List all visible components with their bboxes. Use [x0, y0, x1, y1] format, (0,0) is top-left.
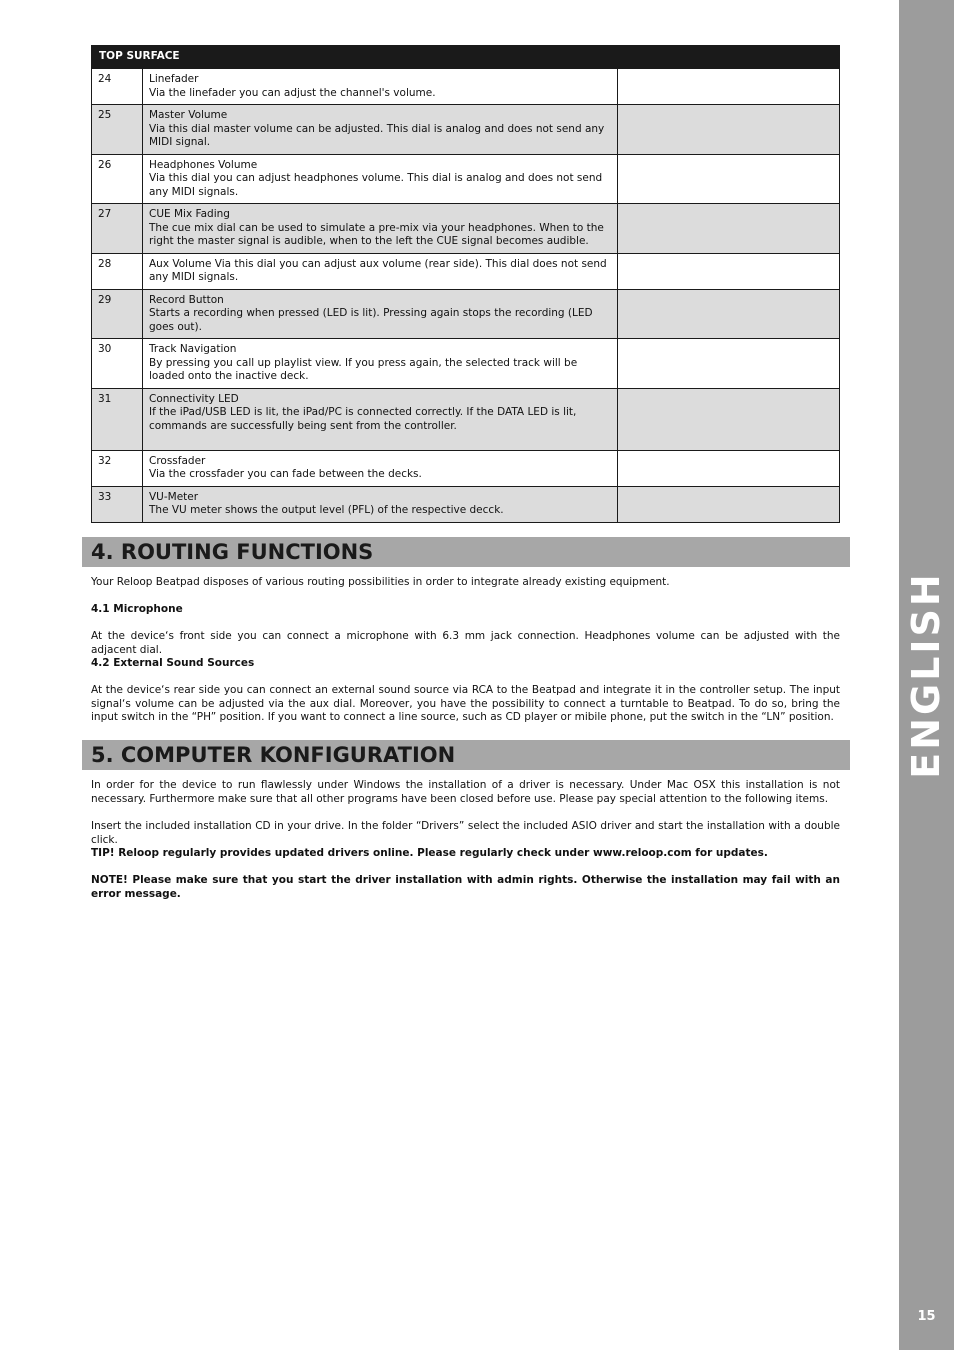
row-title: Headphones Volume	[149, 158, 258, 171]
row-description	[143, 253, 618, 289]
table-row	[92, 388, 840, 450]
row-title: Track Navigation	[149, 343, 237, 355]
row-number: 28	[92, 253, 143, 289]
row-description	[143, 204, 618, 254]
row-empty-cell	[618, 388, 840, 450]
row-empty-cell	[618, 105, 840, 155]
row-text: The VU meter shows the output level (PFL) of the respective decck.	[149, 504, 504, 516]
row-number: 30	[92, 339, 143, 389]
row-number: 26	[92, 154, 143, 204]
row-empty-cell	[618, 154, 840, 204]
row-text: By pressing you call up playlist view. If you press again, the selected track will be loaded onto the inactive deck.	[149, 356, 578, 382]
row-title: Master Volume	[149, 109, 228, 121]
microphone-subheading: 4.1 Microphone	[91, 603, 183, 615]
external-sources-text: At the device‘s rear side you can connect an external sound source via RCA to the Beatpad and integrate it in the controller setup. The input signal‘s volume can be adjusted via the aux dial. Moreover, you have the possibility to connect a turntable to Beatpad. To do so, bring the input switch in the “PH” position. If you want to connect a line source, such as CD player or mibile phone, put the switch in the “LN” position.	[91, 684, 840, 723]
row-description	[143, 339, 618, 389]
row-empty-cell	[618, 450, 840, 486]
computer-konfiguration-heading: 5. COMPUTER KONFIGURATION	[82, 740, 850, 770]
row-number: 25	[92, 105, 143, 155]
table-row	[92, 339, 840, 389]
routing-intro: Your Reloop Beatpad disposes of various routing possibilities in order to integrate already existing equipment.	[91, 576, 670, 588]
row-text: Via this dial you can adjust headphones volume. This dial is analog and does not send any MIDI signals.	[149, 172, 603, 198]
language-sidebar	[899, 0, 954, 1350]
row-text: If the iPad/USB LED is lit, the iPad/PC is connected correctly. If the DATA LED is lit, commands are successfully being sent from the controller.	[149, 406, 577, 432]
row-title: Linefader	[149, 73, 199, 85]
row-description	[143, 69, 618, 105]
note-text: NOTE! Please make sure that you start the driver installation with admin rights. Otherwise the installation may fail with an error message.	[91, 874, 840, 900]
table-row	[92, 253, 840, 289]
row-empty-cell	[618, 289, 840, 339]
row-description	[143, 486, 618, 522]
row-number: 31	[92, 388, 143, 450]
row-text: Via the linefader you can adjust the channel's volume.	[149, 86, 436, 99]
row-number: 32	[92, 450, 143, 486]
row-title: Record Button	[149, 293, 224, 306]
row-title: Crossfader	[149, 454, 206, 467]
table-row	[92, 289, 840, 339]
row-empty-cell	[618, 339, 840, 389]
table-row	[92, 204, 840, 254]
row-description	[143, 105, 618, 155]
row-text: Via this dial master volume can be adjusted. This dial is analog and does not send any MIDI signal.	[149, 122, 605, 148]
row-title: Connectivity LED	[149, 392, 239, 405]
row-number: 29	[92, 289, 143, 339]
row-empty-cell	[618, 253, 840, 289]
row-number: 33	[92, 486, 143, 522]
table-row	[92, 450, 840, 486]
table-row	[92, 69, 840, 105]
computer-paragraph-1: In order for the device to run flawlessly under Windows the installation of a driver is necessary. Under Mac OSX this installation is not necessary. Furthermore make sure that all other programs have been closed before use. Please pay special attention to the following items.	[91, 779, 840, 805]
table-row	[92, 154, 840, 204]
row-number: 24	[92, 69, 143, 105]
row-text: Via the crossfader you can fade between the decks.	[149, 468, 422, 480]
routing-functions-heading: 4. ROUTING FUNCTIONS	[82, 537, 850, 567]
row-description	[143, 289, 618, 339]
page-number: 15	[917, 1309, 936, 1324]
row-number: 27	[92, 204, 143, 254]
sidebar-language-label: ENGLISH	[904, 571, 948, 779]
table-header: TOP SURFACE	[92, 46, 840, 69]
row-description	[143, 388, 618, 450]
computer-paragraph-2: Insert the included installation CD in your drive. In the folder “Drivers” select the included ASIO driver and start the installation with a double click.	[91, 820, 840, 846]
table-row	[92, 486, 840, 522]
external-sources-subheading: 4.2 External Sound Sources	[91, 657, 255, 669]
row-text: Aux Volume Via this dial you can adjust aux volume (rear side). This dial does not send any MIDI signals.	[149, 257, 607, 283]
top-surface-table	[91, 45, 840, 523]
row-description	[143, 450, 618, 486]
tip-text: TIP! Reloop regularly provides updated drivers online. Please regularly check under www.reloop.com for updates.	[91, 847, 768, 859]
row-text: The cue mix dial can be used to simulate a pre-mix via your headphones. When to the right the master signal is audible, when to the left the CUE signal becomes audible.	[149, 221, 604, 247]
row-title: VU-Meter	[149, 490, 199, 503]
row-title: CUE Mix Fading	[149, 208, 230, 220]
row-empty-cell	[618, 204, 840, 254]
row-description	[143, 154, 618, 204]
row-text: Starts a recording when pressed (LED is lit). Pressing again stops the recording (LED goes out).	[149, 307, 593, 333]
row-empty-cell	[618, 486, 840, 522]
microphone-text: At the device‘s front side you can connect a microphone with 6.3 mm jack connection. Headphones volume can be adjusted with the adjacent dial.	[91, 630, 840, 656]
table-row	[92, 105, 840, 155]
row-empty-cell	[618, 69, 840, 105]
